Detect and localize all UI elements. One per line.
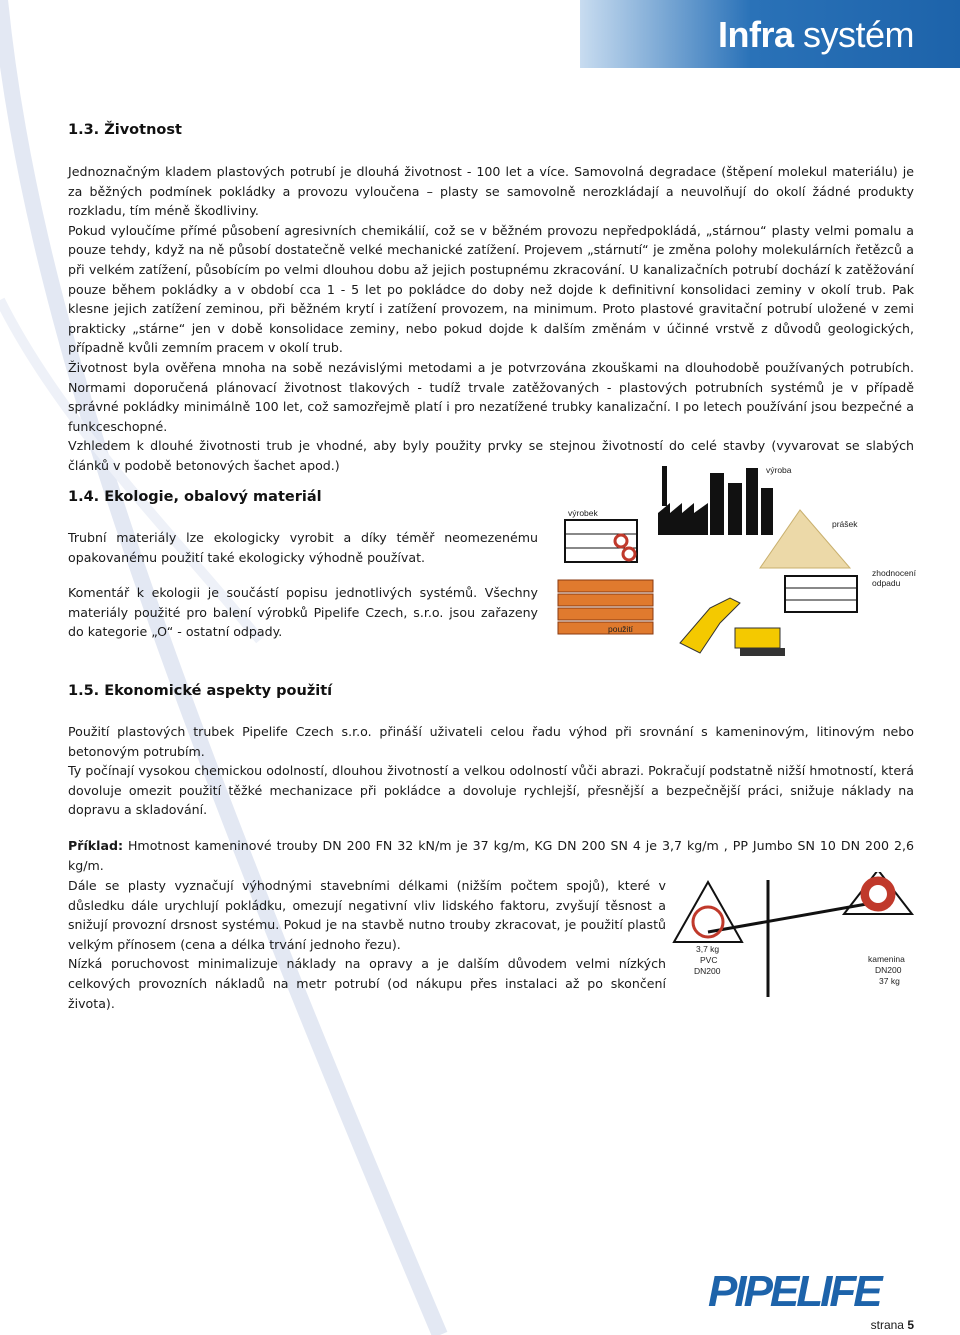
paragraph: Životnost byla ověřena mnoha na sobě nezávislými metodami a je potvrzována zkouškami na dlouhodobě používaných potrubích. Normami doporučená plánovací životnost tlakových - tudíž trvale zatěžovaných - plastových potrubních systémů je v případě správné pokládky minimálně 100 let, což samozřejmě platí i pro nezatížené trubky kanalizační. I po letech používání jsou bezpečné a funkceschopné. (68, 359, 914, 434)
recycling-cycle-illustration (550, 458, 930, 658)
section-body-ekologie (68, 528, 538, 642)
scale-left-material: PVC (700, 955, 718, 965)
paragraph: Komentář k ekologii je součástí popisu jednotlivých systémů. Všechny materiály použité pro balení výrobků Pipelife Czech, s.r.o. jsou zařazeny do kategorie „O“ - ostatní odpady. (68, 585, 538, 640)
brand-title: Infra systém (717, 14, 914, 55)
scale-right-dn: DN200 (875, 965, 902, 975)
paragraph: Trubní materiály lze ekologicky vyrobit a díky téměř neomezenému opakovanému použití také ekologicky výhodně používat. (68, 530, 538, 565)
pipelife-logo (708, 1262, 918, 1312)
balance-scale-illustration (668, 872, 918, 1002)
section-heading-ekonomicke: 1.5. Ekonomické aspekty použití (68, 683, 333, 699)
section-heading-ekologie: 1.4. Ekologie, obalový materiál (68, 489, 322, 505)
pipe-stack-icon (558, 580, 653, 634)
excavator-icon (680, 598, 785, 656)
scale-left-dn: DN200 (694, 966, 721, 976)
scale-right-material: kamenina (868, 954, 905, 964)
paragraph: Dále se plasty vyznačují výhodnými stavebními délkami (nižším počtem spojů), které v důsledku dále urychlují pokládku, omezují negativní vliv lidského faktoru, zvyšují těsnost a snižují provozní drsnost systému. Pokud je na stavbě nutno trouby zkracovat, je použití plastů velkým přínosem (cena a délka trvání jednoho řezu). (68, 878, 666, 952)
crate-pipes-icon (565, 520, 637, 562)
paragraph: Nízká poruchovost minimalizuje náklady na opravy a je dalším důvodem velmi nízkých celkových provozních nákladů na metr potrubí (od nákupu přes instalaci až po skončení života). (68, 956, 666, 1011)
label-pouziti: použití (608, 624, 634, 634)
label-vyroba: výroba (766, 465, 792, 475)
scale-left-weight: 3,7 kg (696, 944, 720, 954)
label-zhodnoceni: zhodnocení (872, 568, 916, 578)
page-number: strana 5 (870, 1318, 914, 1332)
example-label: Příklad: (68, 837, 123, 853)
section-heading-zivotnost: 1.3. Životnost (68, 122, 182, 138)
waste-crate-icon (785, 576, 857, 612)
factory-icon (658, 466, 773, 535)
pvc-pipe-icon (693, 907, 723, 937)
paragraph: Použití plastových trubek Pipelife Czech s.r.o. přináší uživateli celou řadu výhod při srovnání s kameninovým, litinovým nebo betonovým potrubím. (68, 724, 914, 759)
example-text: Hmotnost kameninové trouby DN 200 FN 32 kN/m je 37 kg/m, KG DN 200 SN 4 je 3,7 kg/m , PP Jumbo SN 10 DN 200 2,6 kg/m. (68, 837, 914, 873)
example-paragraph (68, 836, 914, 875)
svg-text:PIPELIFE: PIPELIFE (708, 1267, 880, 1312)
header-bar (580, 0, 960, 68)
paragraph: Pokud vyloučíme přímé působení agresivních chemikálií, což se v běžném provozu nepředpokládá, „stárnou“ plasty velmi pomalu a pouze tehdy, když na ně působí dostatečně velké mechanické zatížení. Projevem „stárnutí“ je změna polohy molekulárních řetězců a při velkém zatížení, působícím po velmi dlouhou dobu až jejich postupnému zkracování. U kanalizačních potrubí dochází k zatěžování pouze během pokládky a v období cca 1 - 5 let po pokládce do doby než dojde k definitivní konsolidaci zeminy v okolí trub. Pak klesne jejich zatížení zeminou, při běžném krytí i zatížení provozem, na minimum. Proto plastové gravitační potrubí uložené v zemi prakticky „stárne“ jen v době konsolidace zeminy, nebo pokud dojde k dalším změnám v účinné vrstvě z důvodů geologických, případně kvůli zemním pracem v okolí trub. (68, 222, 914, 356)
section-body-ekonomicke (68, 722, 914, 875)
label-vyrobek: výrobek (568, 508, 598, 518)
scale-right-weight: 37 kg (879, 976, 900, 986)
paragraph: Jednoznačným kladem plastových potrubí je dlouhá životnost - 100 let a více. Samovolná degradace (štěpení molekul materiálu) je za běžných podmínek pokládky a provozu vyloučena – plasty se samovolně nerozkládají a neuvolňují do okolí žádné produkty rozkladu, tím méně škodliviny. (68, 164, 914, 219)
paragraph: Ty počínají vysokou chemickou odolností, dlouhou životností a velkou odolností vůči abrazi. Pokračují podstatně nižší hmotností, která dovoluje omezit použití těžké mechanizace při pokládce a dovoluje rychlejší, přesnější a bezpečnější práci, snižuje náklady na dopravu a skladování. (68, 763, 914, 818)
label-odpadu: odpadu (872, 578, 901, 588)
label-prasek: prášek (832, 519, 858, 529)
paragraph: Vzhledem k dlouhé životnosti trub je vhodné, aby byly použity prvky se stejnou životností do celé stavby (vyvarovat se slabých článků v podobě betonových šachet apod.) (68, 438, 914, 473)
section-body-zivotnost (68, 162, 914, 476)
section-body-ekonomicke-2 (68, 876, 666, 1013)
